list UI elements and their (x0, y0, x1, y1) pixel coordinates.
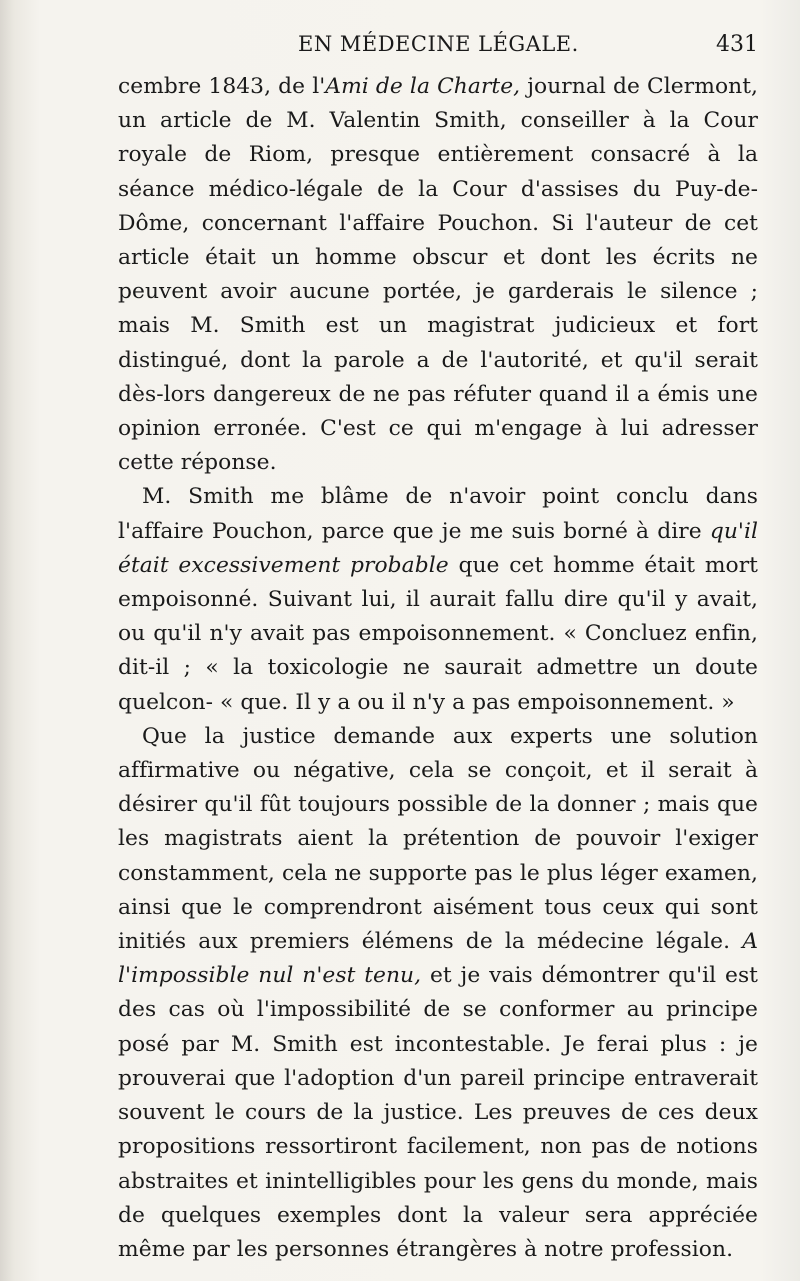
paragraph-1-text-b: journal de Clermont, un article de M. Valentin Smith, conseiller à la Cour royale de Riom, presque entièrement consacré à la séance médico-légale de la Cour d'assises du Puy-de-Dôme, concernant l'affaire Pouchon. Si l'auteur de cet article était un homme obscur et dont les écrits ne peuvent avoir aucune portée, je garderais le silence ; mais M. Smith est un magistrat judicieux et fort distingué, dont la parole a de l'autorité, et qu'il serait dès-lors dangereux de ne pas réfuter quand il a émis une opinion erronée. C'est ce qui m'engage à lui adresser cette réponse. (118, 74, 758, 476)
paragraph-1 (118, 70, 758, 480)
page-header (108, 30, 758, 66)
paragraph-2-text-a: M. Smith me blâme de n'avoir point conclu dans l'affaire Pouchon, parce que je me suis borné à dire (118, 484, 758, 544)
paragraph-3-italic-maxim: A l'impossible nul n'est tenu, (118, 929, 758, 989)
running-title: EN MÉDECINE LÉGALE. (298, 32, 579, 56)
paragraph-3-text-b: et je vais démontrer qu'il est des cas où l'impossibilité de se conformer au principe posé par M. Smith est incontestable. Je ferai plus : je prouverai que l'adoption d'un pareil principe entraverait souvent le cours de la justice. Les preuves de ces deux propositions ressortiront facilement, non pas de notions abstraites et inintelligibles pour les gens du monde, mais de quelques exemples dont la valeur sera appréciée même par les personnes étrangères à notre profession. (118, 963, 758, 1262)
paragraph-1-italic-title: Ami de la Charte, (325, 74, 521, 99)
paragraph-1-text-a: cembre 1843, de l' (118, 74, 326, 99)
paragraph-2-italic-quote: qu'il était excessivement probable (118, 518, 758, 578)
paragraph-2-text-b: que cet homme était mort empoisonné. Suivant lui, il aurait fallu dire qu'il y avait, ou qu'il n'y avait pas empoisonnement. « Concluez enfin, dit-il ; « la toxicologie ne saurait admettre un doute quelcon- « que. Il y a ou il n'y a pas empoisonnement. » (118, 552, 758, 715)
paragraph-3 (118, 720, 758, 1267)
paragraph-2 (118, 480, 758, 719)
page-body (118, 70, 758, 1267)
page-number: 431 (716, 32, 758, 57)
paragraph-3-text-a: Que la justice demande aux experts une solution affirmative ou négative, cela se conçoit, et il serait à désirer qu'il fût toujours possible de la donner ; mais que les magistrats aient la prétention de pouvoir l'exiger constamment, cela ne supporte pas le plus léger examen, ainsi que le comprendront aisément tous ceux qui sont initiés aux premiers élémens de la médecine légale. (118, 723, 758, 955)
